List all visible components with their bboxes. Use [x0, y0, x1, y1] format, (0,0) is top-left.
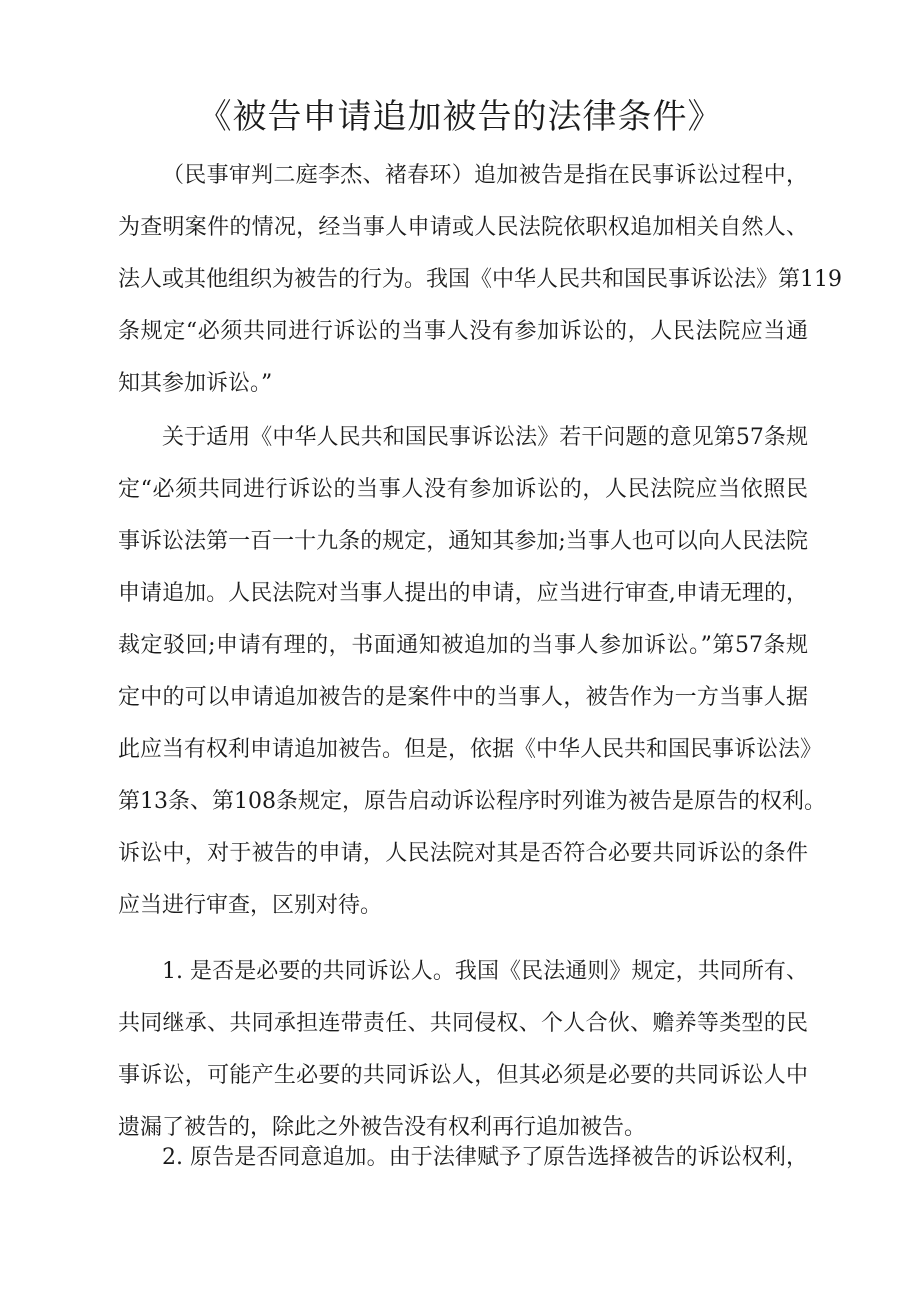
paragraph-line: （民事审判二庭李杰、褚春环）追加被告是指在民事诉讼过程中， [162, 163, 808, 188]
paragraph-1 [118, 150, 842, 410]
paragraph-line: 应当进行审查，区别对待。 [118, 893, 383, 918]
paragraph-line: 遗漏了被告的，除此之外被告没有权利再行追加被告。 [118, 1115, 647, 1140]
paragraph-line: 申请追加。人民法院对当事人提出的申请，应当进行审查,申请无理的， [118, 581, 808, 606]
paragraph-line: 事诉讼，可能产生必要的共同诉讼人，但其必须是必要的共同诉讼人中 [118, 1063, 808, 1088]
paragraph-line: 定中的可以申请追加被告的是案件中的当事人，被告作为一方当事人据 [118, 685, 808, 710]
paragraph-line: 2. 原告是否同意追加。由于法律赋予了原告选择被告的诉讼权利， [162, 1145, 808, 1170]
paragraph-line: 裁定驳回;申请有理的，书面通知被追加的当事人参加诉讼。”第57条规 [118, 633, 808, 658]
paragraph-line: 诉讼中，对于被告的申请，人民法院对其是否符合必要共同诉讼的条件 [118, 841, 808, 866]
paragraph-4 [118, 1132, 808, 1184]
paragraph-line: 定“必须共同进行诉讼的当事人没有参加诉讼的，人民法院应当依照民 [118, 477, 808, 502]
paragraph-2 [118, 412, 826, 932]
paragraph-line: 条规定“必须共同进行诉讼的当事人没有参加诉讼的，人民法院应当通 [118, 319, 808, 344]
paragraph-line: 知其参加诉讼。” [118, 371, 273, 396]
paragraph-line: 1. 是否是必要的共同诉讼人。我国《民法通则》规定，共同所有、 [162, 959, 808, 984]
paragraph-line: 关于适用《中华人民共和国民事诉讼法》若干问题的意见第57条规 [162, 425, 808, 450]
paragraph-line: 第13条、第108条规定，原告启动诉讼程序时列谁为被告是原告的权利。 [118, 789, 826, 814]
document-title: 《被告申请追加被告的法律条件》 [197, 97, 723, 137]
paragraph-line: 此应当有权利申请追加被告。但是，依据《中华人民共和国民事诉讼法》 [118, 737, 823, 762]
paragraph-3 [118, 946, 808, 1154]
paragraph-line: 共同继承、共同承担连带责任、共同侵权、个人合伙、赡养等类型的民 [118, 1011, 808, 1036]
paragraph-line: 为查明案件的情况，经当事人申请或人民法院依职权追加相关自然人、 [118, 215, 808, 240]
paragraph-line: 事诉讼法第一百一十九条的规定，通知其参加;当事人也可以向人民法院 [118, 529, 808, 554]
paragraph-line: 法人或其他组织为被告的行为。我国《中华人民共和国民事诉讼法》第119 [118, 267, 842, 292]
